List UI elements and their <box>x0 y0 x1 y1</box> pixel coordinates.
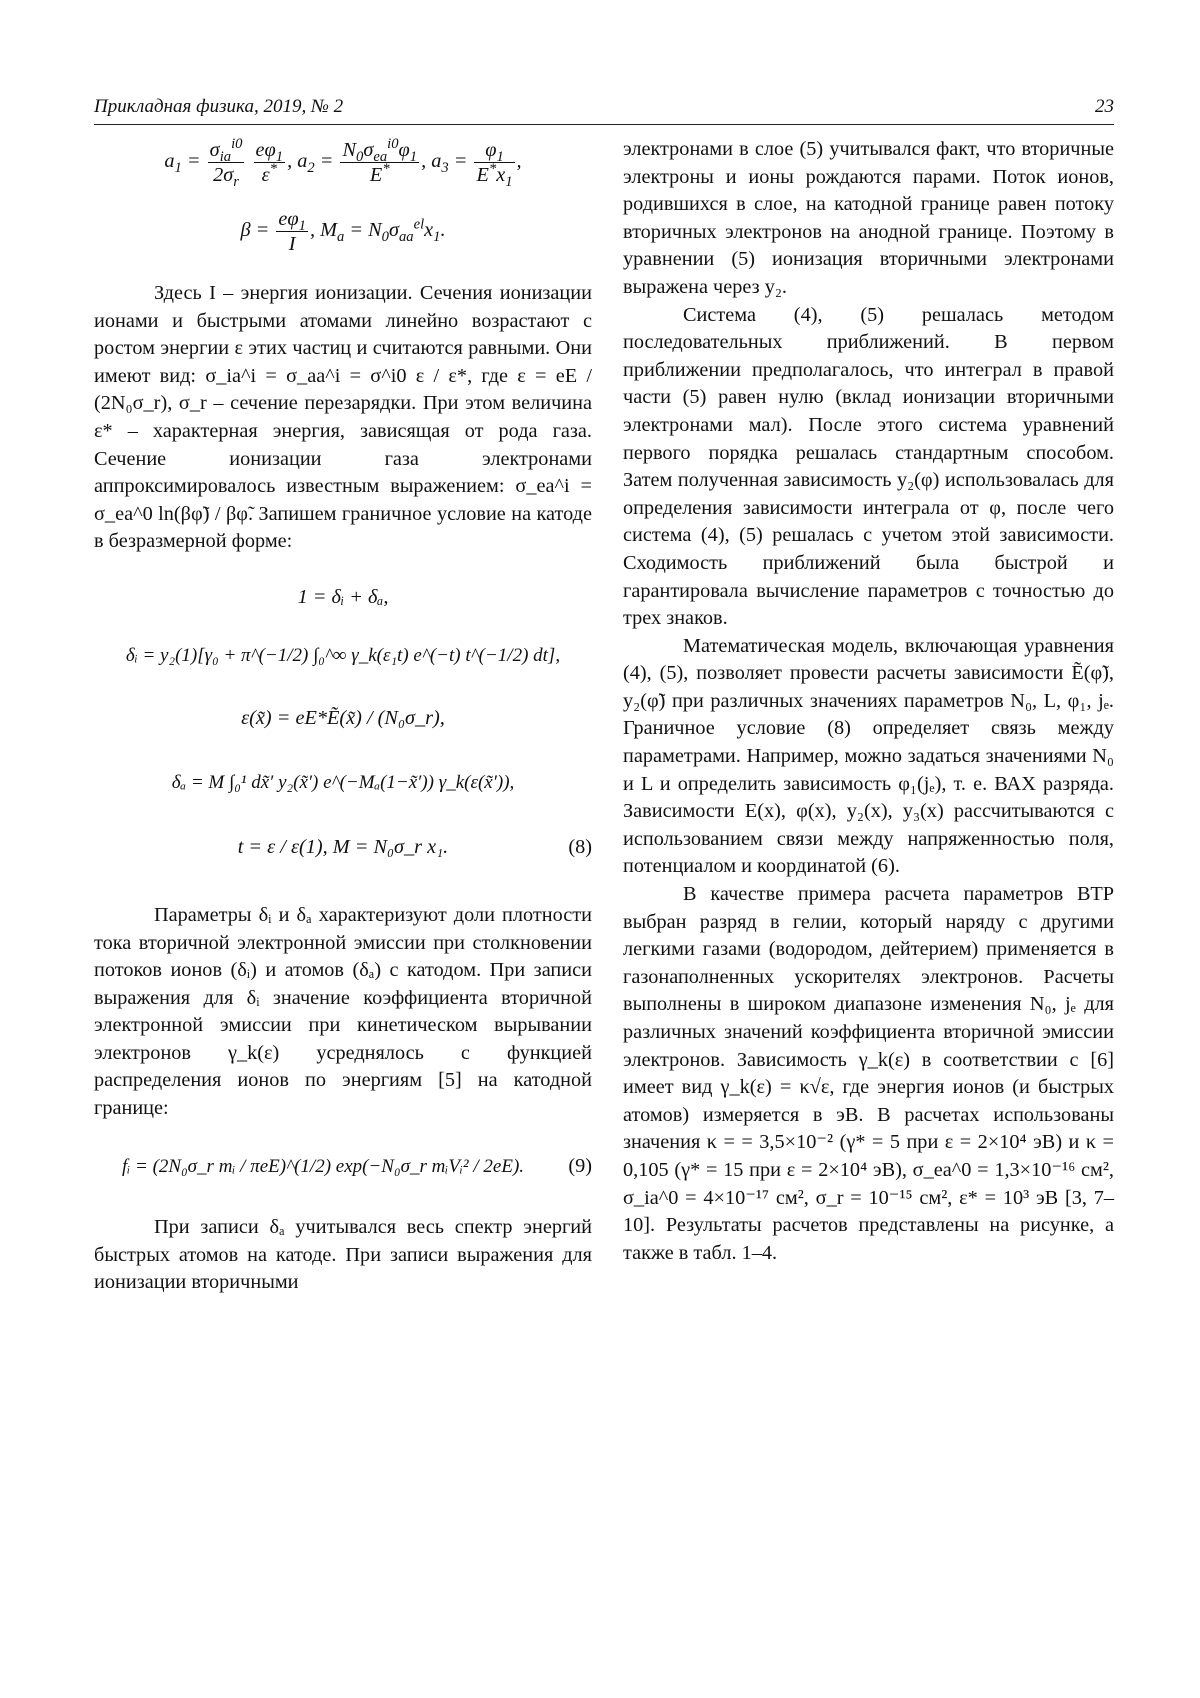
equation-a-coefficients: a1 = σiai0 2σr eφ1 ε* , a2 = N0σeai0φ1 E* , a3 = φ1 E*x1 , <box>94 138 592 187</box>
page-number: 23 <box>1095 96 1114 118</box>
paragraph-successive-approximations: Система (4), (5) решалась методом последовательных приближений. В первом приближении предполагалось, что интеграл в правой части (5) равен нулю (вклад ионизации вторичными электронами мал). После этого система уравнений первого порядка решалась стандартным способом. Затем полученная зависимость y₂(φ) использовалась для определения зависимости интеграла от φ, после чего система (4), (5) решалась с учетом этой зависимости. Сходимость приближений была быстрой и гарантировала вычисление параметров с точностью до трех знаков. <box>623 302 1114 633</box>
paragraph-secondary-electrons: электронами в слое (5) учитывался факт, что вторичные электроны и ионы рождаются парами. Поток ионов, родившихся в слое, на катодной границе равен потоку вторичных электронов на анодной границе. Поэтому в уравнении (5) ионизация вторичными электронами выражена через y₂. <box>623 136 1114 302</box>
equation-beta: β = eφ1 I , Ma = N0σaaelx1. <box>94 207 592 256</box>
equation-9-number: (9) <box>568 1153 592 1181</box>
paragraph-delta-parameters: Параметры δᵢ и δₐ характеризуют доли плотности тока вторичной электронной эмиссии при столкновении потоков ионов (δᵢ) и атомов (δₐ) с катодом. При записи выражения для δᵢ значение коэффициента вторичной электронной эмиссии при кинетическом вырывании электронов γ_k(ε) усреднялось с функцией распределения ионов по энергиям [5] на катодной границе: <box>94 902 592 1123</box>
equation-8-delta-a: δₐ = M ∫₀¹ dx̃′ y₂(x̃′) e^(−Mₐ(1−x̃′)) γ_k(ε(x̃′)), <box>94 769 592 797</box>
right-column <box>623 136 1114 1267</box>
equation-8-delta-i: δᵢ = y₂(1)[γ₀ + π^(−1/2) ∫₀^∞ γ_k(ε₁t) e^(−t) t^(−1/2) dt], <box>94 642 592 670</box>
left-column <box>94 136 592 1297</box>
equation-9-distribution: fᵢ = (2N₀σ_r mᵢ / πeE)^(1/2) exp(−N₀σ_r mᵢVᵢ² / 2eE). <box>94 1153 592 1181</box>
equation-8-number: (8) <box>568 834 592 862</box>
paragraph-mathematical-model: Математическая модель, включающая уравнения (4), (5), позволяет провести расчеты зависимости Ẽ(φ̃), y₂(φ̃) при различных значениях параметров N₀, L, φ₁, jₑ. Граничное условие (8) определяет связь между параметрами. Например, можно задаться значениями N₀ и L и определить зависимость φ₁(jₑ), т. е. ВАХ разряда. Зависимости E(x), φ(x), y₂(x), y₃(x) рассчитываются с использованием связи между напряженностью поля, потенциалом и координатой (6). <box>623 633 1114 881</box>
header-rule <box>94 124 1114 125</box>
equation-8-t: t = ε / ε(1), M = N₀σ_r x₁. <box>94 834 592 862</box>
paragraph-helium-example: В качестве примера расчета параметров ВТР выбран разряд в гелии, который наряду с другими легкими газами (водородом, дейтерием) применяется в газонаполненных ускорителях электронов. Расчеты выполнены в широком диапазоне изменения N₀, jₑ для различных значений коэффициента вторичной эмиссии электронов. Зависимость γ_k(ε) в соответствии с [6] имеет вид γ_k(ε) = κ√ε, где энергия ионов (и быстрых атомов) измеряется в эВ. В расчетах использованы значения κ = = 3,5×10⁻² (γ* = 5 при ε = 2×10⁴ эВ) и κ = 0,105 (γ* = 15 при ε = 2×10⁴ эВ), σ_ea^0 = 1,3×10⁻¹⁶ см², σ_ia^0 = 4×10⁻¹⁷ см², σ_r = 10⁻¹⁵ см², ε* = 10³ эВ [3, 7–10]. Результаты расчетов представлены на рисунке, а также в табл. 1–4. <box>623 881 1114 1267</box>
journal-title: Прикладная физика, 2019, № 2 <box>94 96 343 117</box>
equation-8-boundary: 1 = δᵢ + δₐ, <box>94 584 592 612</box>
paragraph-fast-atoms: При записи δₐ учитывался весь спектр энергий быстрых атомов на катоде. При записи выражения для ионизации вторичными <box>94 1214 592 1297</box>
running-header <box>94 96 1114 118</box>
equation-8-epsilon: ε(x̃) = eE*Ẽ(x̃) / (N₀σ_r), <box>94 705 592 733</box>
paragraph-ionization: Здесь I – энергия ионизации. Сечения ионизации ионами и быстрыми атомами линейно возрастают с ростом энергии ε этих частиц и считаются равными. Они имеют вид: σ_ia^i = σ_aa^i = σ^i0 ε / ε*, где ε = eE / (2N₀σ_r), σ_r – сечение перезарядки. При этом величина ε* – характерная энергия, зависящая от рода газа. Сечение ионизации газа электронами аппроксимировалось известным выражением: σ_ea^i = σ_ea^0 ln(βφ̃) / βφ̃. Запишем граничное условие на катоде в безразмерной форме: <box>94 280 592 556</box>
